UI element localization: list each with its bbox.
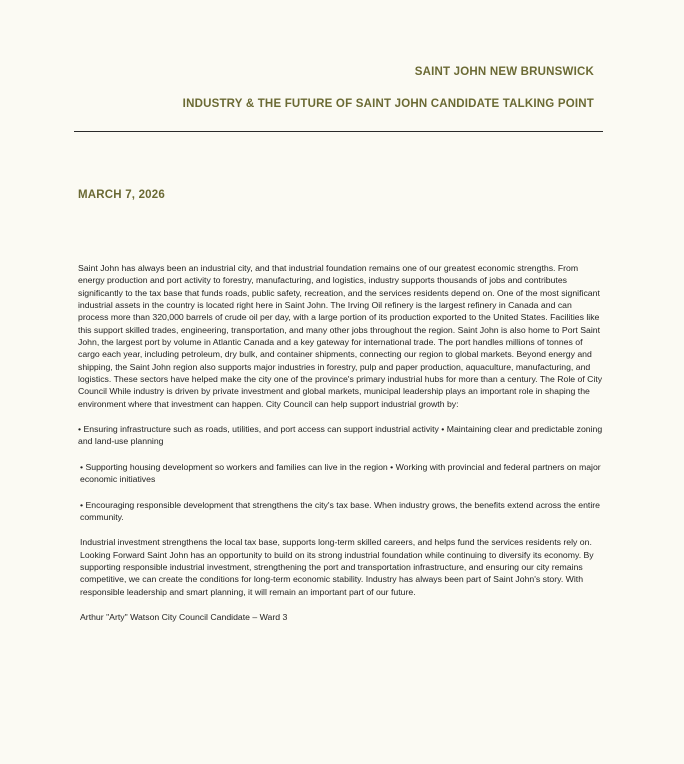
document-body [78,262,604,623]
document-date: MARCH 7, 2026 [78,189,165,201]
header-city: SAINT JOHN NEW BRUNSWICK [414,66,594,78]
bullet-item-3: • Encouraging responsible development that strengthens the city's tax base. When industry grows, the benefits extend across the entire community. [80,499,600,522]
header-subtitle: INDUSTRY & THE FUTURE OF SAINT JOHN CANDIDATE TALKING POINT [182,98,594,110]
bullet-item-2: • Supporting housing development so workers and families can live in the region • Working with provincial and federal partners on major economic initiatives [80,461,601,485]
header-divider [74,131,603,132]
closing-paragraph: Industrial investment strengthens the local tax base, supports long-term skilled careers, and helps fund the services residents rely on. Looking Forward Saint John has an opportunity to build on its strong industrial foundation while continuing to diversify its economy. By supporting responsible industrial investment, strengthening the port and transportation infrastructure, and ensuring our city remains competitive, we can create the conditions for long-term economic stability. Industry has always been part of Saint John's story. With responsible leadership and smart planning, it will remain an important part of our future. [80,537,594,597]
signature: Arthur "Arty" Watson City Council Candidate – Ward 3 [80,611,288,622]
bullet-item-1: • Ensuring infrastructure such as roads, utilities, and port access can support industrial activity • Maintaining clear and predictable zoning and land-use planning [78,424,603,447]
main-paragraph: Saint John has always been an industrial city, and that industrial foundation remains one of our greatest economic strengths. From energy production and port activity to forestry, manufacturing, and logistics, industry supports thousands of jobs and contributes significantly to the tax base that funds roads, public safety, recreation, and the services residents depend on. One of the most significant industrial assets in the country is located right here in Saint John. The Irving Oil refinery is the largest refinery in Canada and can process more than 320,000 barrels of crude oil per day, with a large portion of its production exported to the United States. Facilities like this support skilled trades, engineering, transportation, and many other jobs throughout the region. Saint John is also home to Port Saint John, the largest port by volume in Atlantic Canada and a key gateway for international trade. The port handles millions of tonnes of cargo each year, including petroleum, dry bulk, and container shipments, connecting our region to global markets. Beyond energy and shipping, the Saint John region also supports major industries in forestry, pulp and paper production, aquaculture, manufacturing, and logistics. These sectors have helped make the city one of the province's primary industrial hubs for more than a century. The Role of City Council While industry is driven by private investment and global markets, municipal leadership plays an important role in shaping the environment where that investment can happen. City Council can help support industrial growth by: [78,263,603,409]
